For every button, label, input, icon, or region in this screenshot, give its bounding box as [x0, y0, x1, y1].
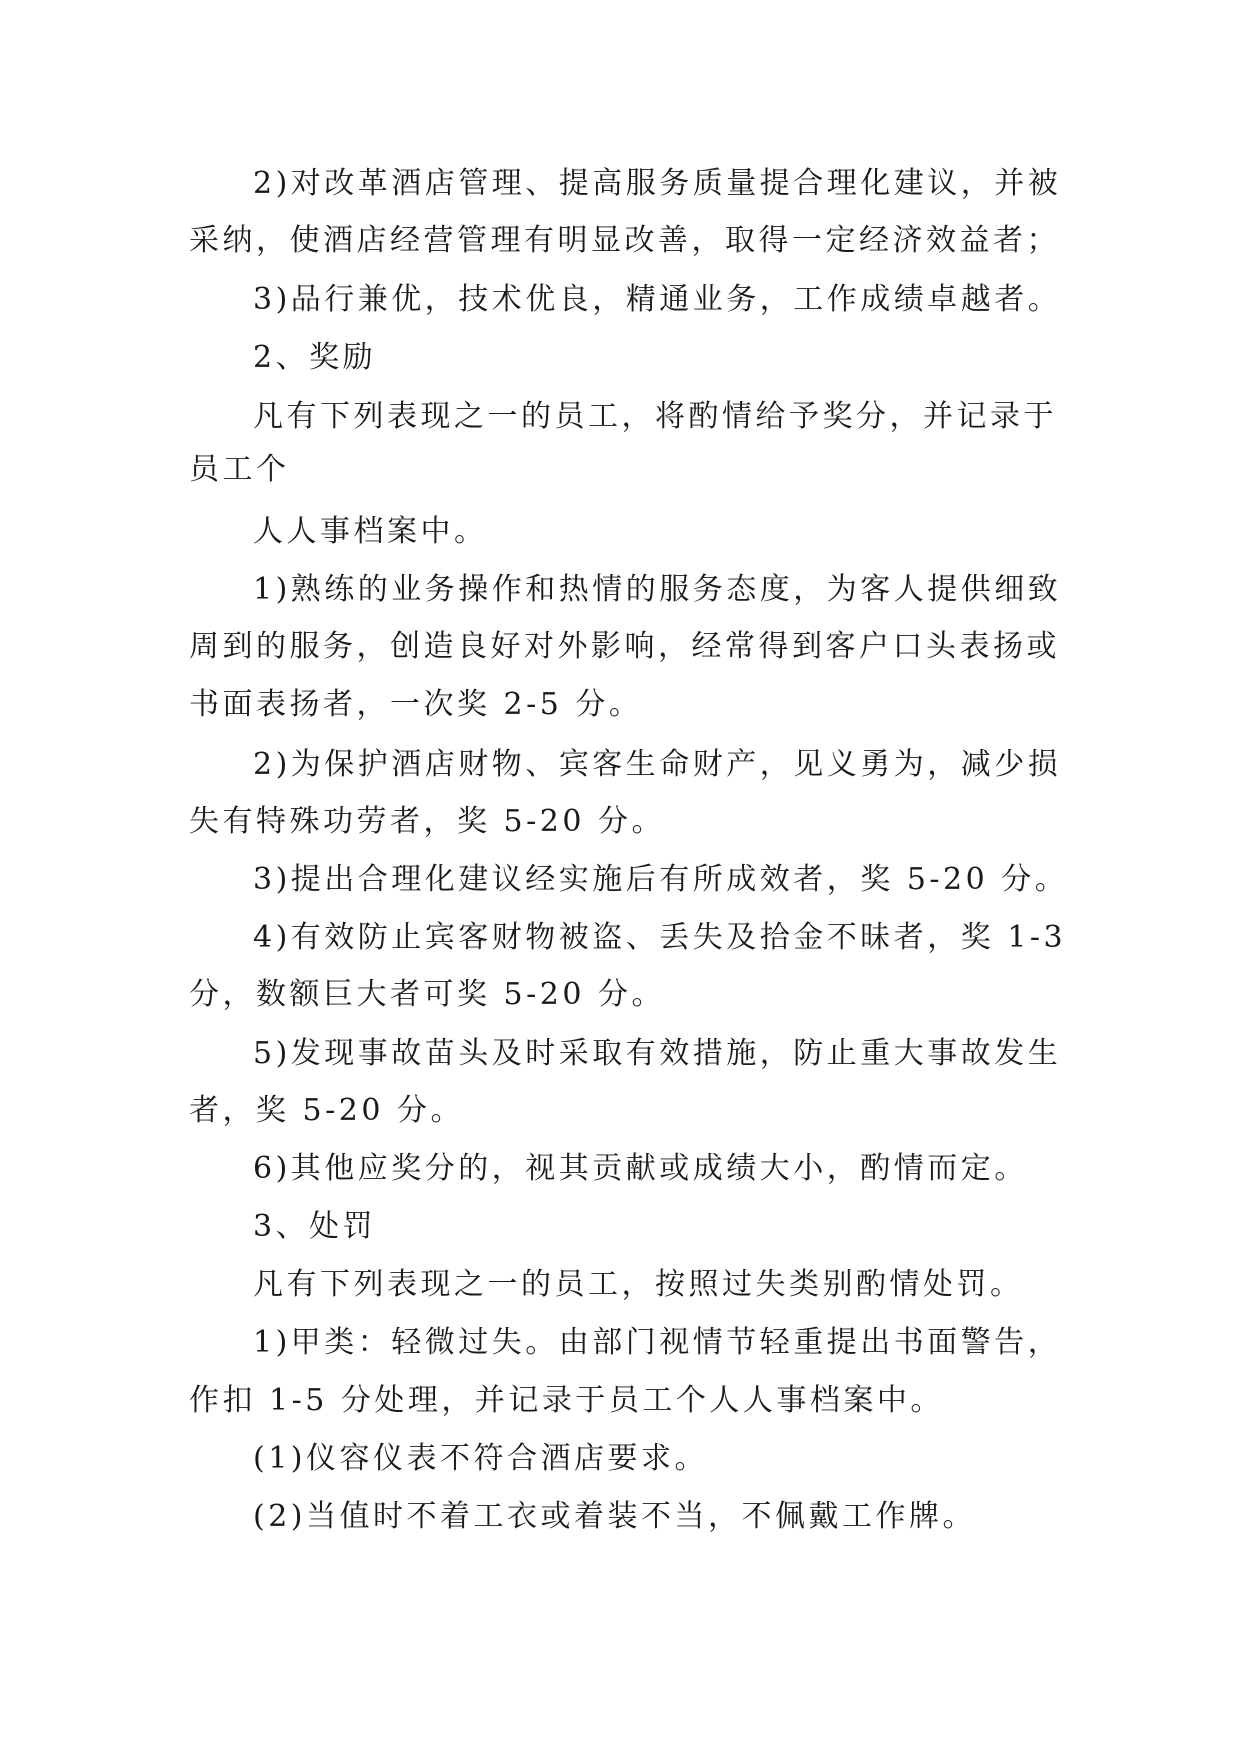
- list-item-line: 3)提出合理化建议经实施后有所成效者，奖 5-20 分。: [253, 862, 1069, 897]
- paragraph-line: 分，数额巨大者可奖 5-20 分。: [189, 977, 665, 1012]
- paragraph-line: 人人事档案中。: [253, 514, 488, 549]
- list-item-line: 4)有效防止宾客财物被盗、丢失及拾金不昧者，奖 1-3: [253, 920, 1067, 955]
- paragraph-line: 3)品行兼优，技术优良，精通业务，工作成绩卓越者。: [253, 282, 1062, 317]
- paragraph-line: 失有特殊功劳者，奖 5-20 分。: [189, 804, 665, 839]
- paragraph-line: 采纳，使酒店经营管理有明显改善，取得一定经济效益者；: [189, 223, 1060, 258]
- list-item-line: (1)仪容仪表不符合酒店要求。: [253, 1441, 708, 1476]
- paragraph-line: 凡有下列表现之一的员工，将酌情给予奖分，并记录于: [253, 399, 1057, 434]
- paragraph-line: 作扣 1-5 分处理，并记录于员工个人人事档案中。: [189, 1383, 944, 1418]
- paragraph-line: 书面表扬者，一次奖 2-5 分。: [189, 687, 643, 722]
- list-item-line: 2)为保护酒店财物、宾客生命财产，见义勇为，减少损: [253, 747, 1062, 782]
- list-item-line: 1)甲类：轻微过失。由部门视情节轻重提出书面警告，: [253, 1325, 1062, 1360]
- paragraph-line: 周到的服务，创造良好对外影响，经常得到客户口头表扬或: [189, 629, 1060, 664]
- paragraph-line: 员工个: [189, 452, 290, 487]
- list-item-line: (2)当值时不着工衣或着装不当，不佩戴工作牌。: [253, 1499, 976, 1534]
- list-item-line: 1)熟练的业务操作和热情的服务态度，为客人提供细致: [253, 572, 1062, 607]
- section-heading: 2、奖励: [253, 340, 377, 375]
- list-item-line: 5)发现事故苗头及时采取有效措施，防止重大事故发生: [253, 1036, 1062, 1071]
- list-item-line: 6)其他应奖分的，视其贡献或成绩大小，酌情而定。: [253, 1151, 1028, 1186]
- paragraph-line: 者，奖 5-20 分。: [189, 1093, 464, 1128]
- section-heading: 3、处罚: [253, 1209, 377, 1244]
- paragraph-line: 2)对改革酒店管理、提高服务质量提合理化建议，并被: [253, 166, 1062, 201]
- paragraph-line: 凡有下列表现之一的员工，按照过失类别酌情处罚。: [253, 1267, 1024, 1302]
